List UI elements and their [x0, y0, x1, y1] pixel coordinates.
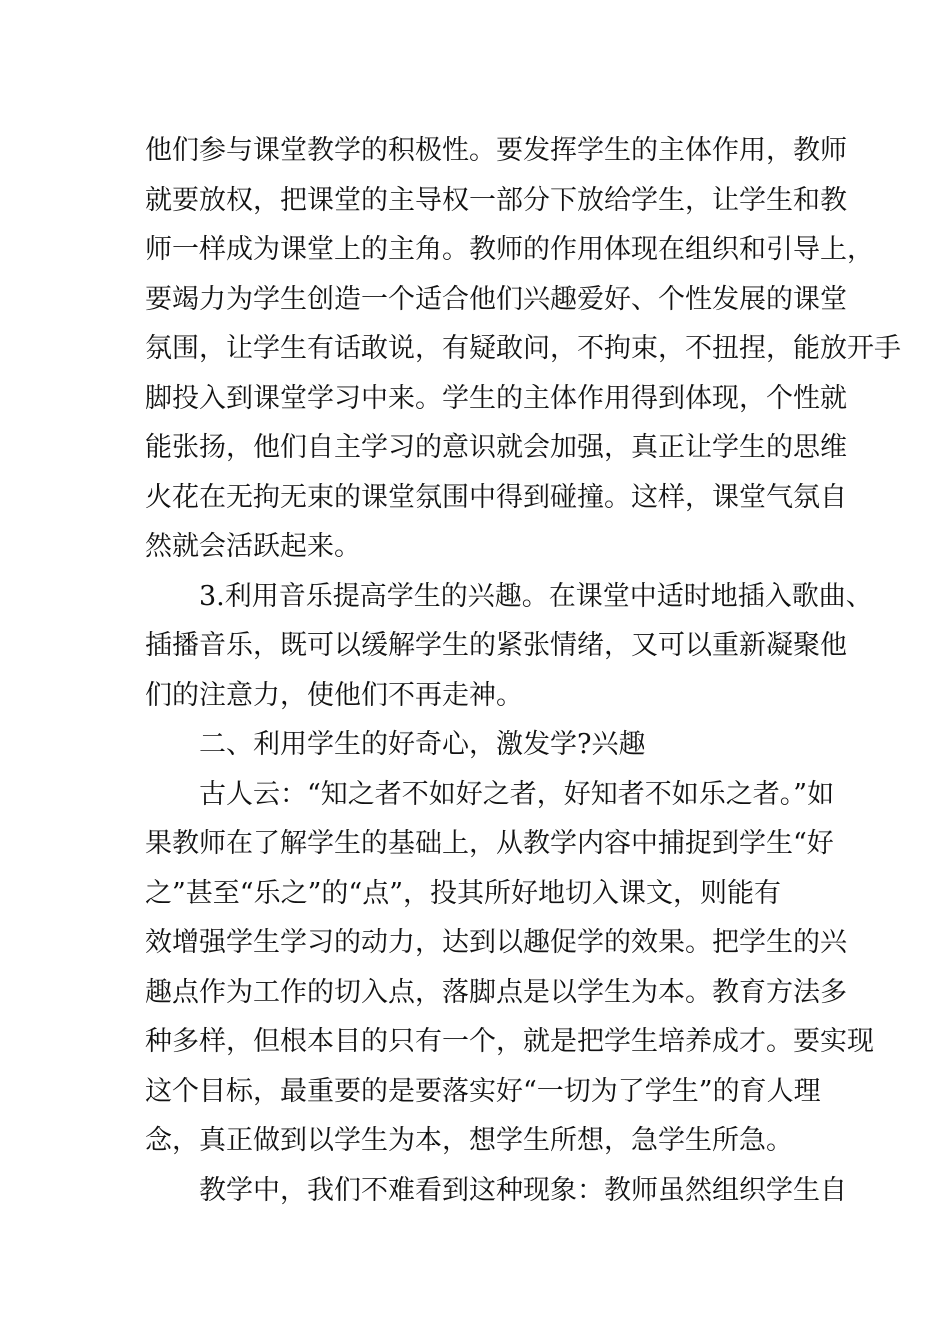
text-line: 脚投入到课堂学习中来。学生的主体作用得到体现，个性就: [145, 382, 847, 414]
text-line: 插播音乐，既可以缓解学生的紧张情绪，又可以重新凝聚他: [145, 630, 847, 661]
text-line: 趣点作为工作的切入点，落脚点是以学生为本。教育方法多: [145, 976, 847, 1008]
text-line: 这个目标，最重要的是要落实好“一切为了学生”的育人理: [145, 1075, 821, 1107]
text-line: 果教师在了解学生的基础上，从教学内容中捕捉到学生“好: [145, 828, 834, 859]
text-line: 们的注意力，使他们不再走神。: [145, 679, 523, 711]
section-heading: 二、利用学生的好奇心，激发学?兴趣: [199, 729, 646, 760]
text-line: 氛围，让学生有话敢说，有疑敢问，不拘束，不扭捏，能放开手: [145, 333, 901, 364]
text-line: 他们参与课堂教学的积极性。要发挥学生的主体作用，教师: [145, 135, 847, 166]
text-line: 要竭力为学生创造一个适合他们兴趣爱好、个性发展的课堂: [145, 283, 847, 315]
text-line: 师一样成为课堂上的主角。教师的作用体现在组织和引导上，: [145, 234, 874, 265]
text-line: 之”甚至“乐之”的“点”，投其所好地切入课文，则能有: [145, 877, 782, 909]
text-line: 然就会活跃起来。: [145, 531, 361, 562]
paragraph-start-line: 3.利用音乐提高学生的兴趣。在课堂中适时地插入歌曲、: [199, 580, 873, 612]
text-line: 就要放权，把课堂的主导权一部分下放给学生，让学生和教: [145, 184, 847, 216]
text-line: 种多样，但根本目的只有一个，就是把学生培养成才。要实现: [145, 1026, 874, 1057]
document-body: [145, 126, 901, 1215]
text-line: 能张扬，他们自主学习的意识就会加强，真正让学生的思维: [145, 432, 847, 463]
paragraph-start-line: 教学中，我们不难看到这种现象：教师虽然组织学生自: [199, 1174, 847, 1206]
paragraph-start-line: 古人云：“知之者不如好之者，好知者不如乐之者。”如: [199, 778, 835, 810]
text-line: 念，真正做到以学生为本，想学生所想，急学生所急。: [145, 1125, 793, 1156]
text-line: 火花在无拘无束的课堂氛围中得到碰撞。这样，课堂气氛自: [145, 481, 847, 513]
text-line: 效增强学生学习的动力，达到以趣促学的效果。把学生的兴: [145, 927, 847, 958]
